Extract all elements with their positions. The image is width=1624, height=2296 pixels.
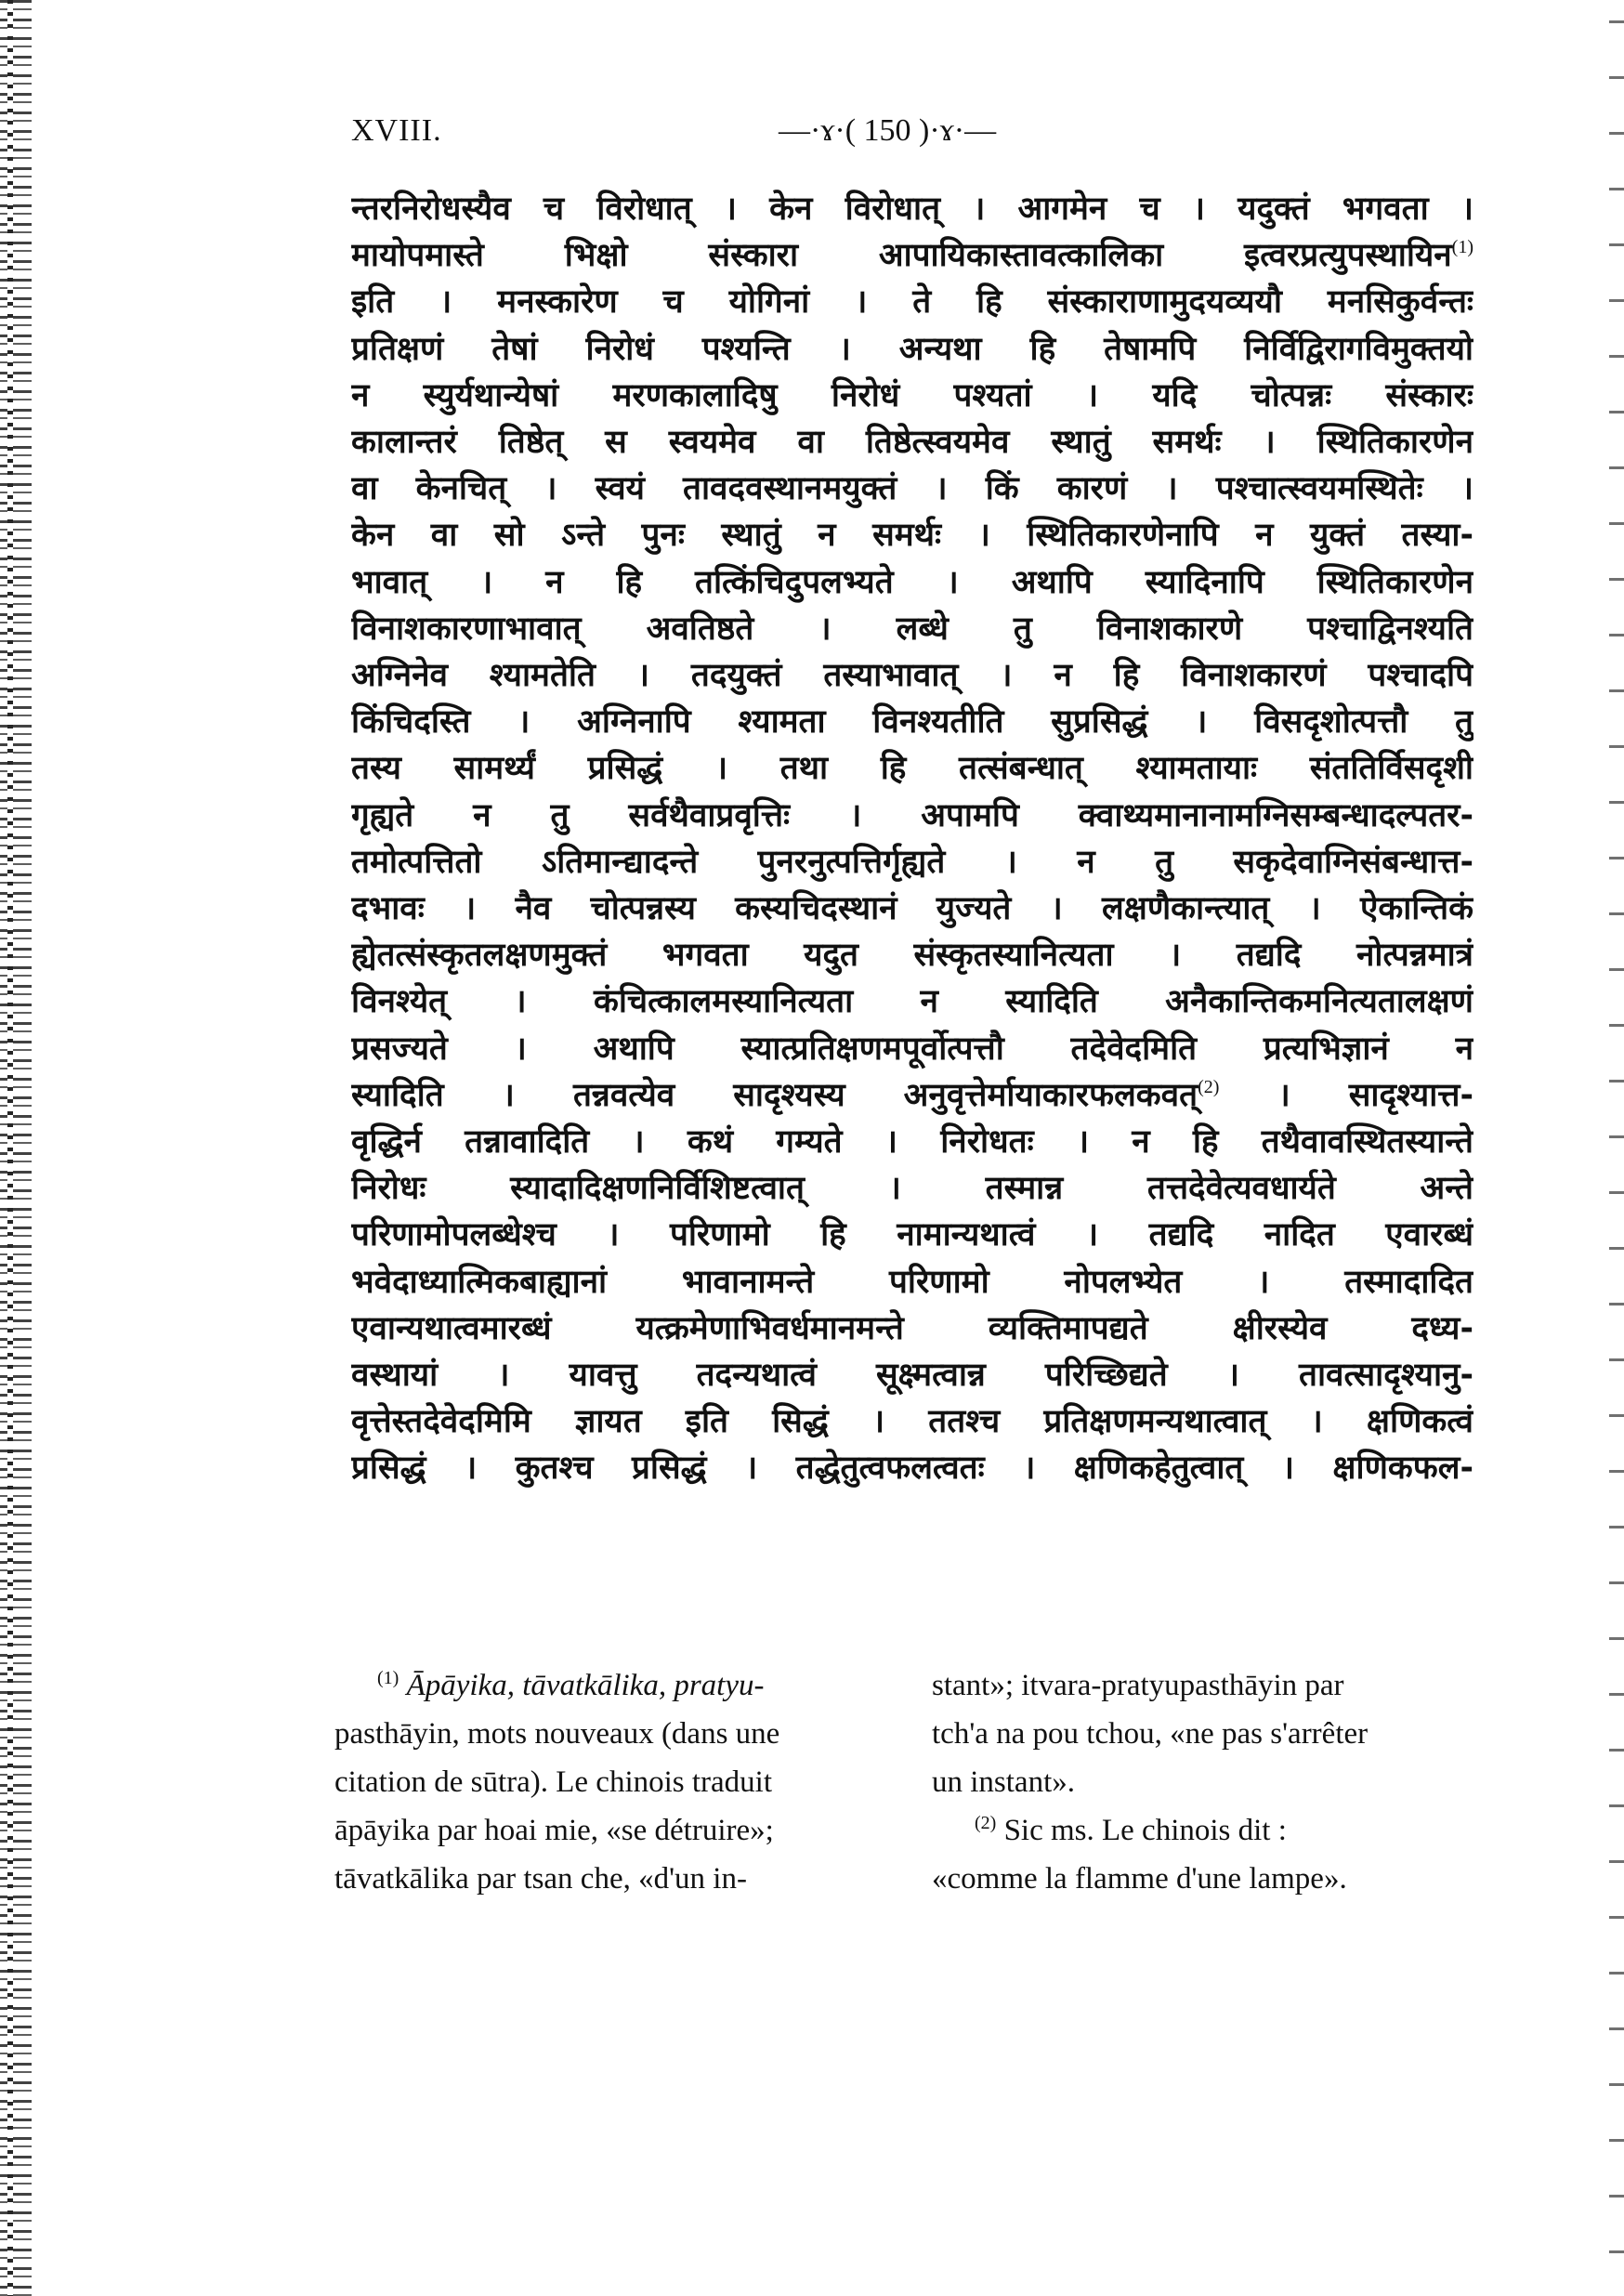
- sanskrit-body: [351, 186, 1473, 1492]
- text-line: वृद्धिर्न तन्नावादिति । कथं गम्यते । निरोधतः । न हि तथैवावस्थितस्यान्ते: [351, 1123, 1473, 1161]
- footnote-line: Āpāyika, tāvatkālika, pratyu-: [406, 1669, 765, 1702]
- text-line: स्यादिति । तन्नवत्येव सादृश्यस्य अनुवृत्तेर्मायाकारफलकवत्$^{(2)}$ । सादृश्यात्त-: [351, 1076, 1473, 1114]
- scan-right-edge: [1609, 0, 1624, 2296]
- footnote-ref-2[interactable]: (2): [1198, 1076, 1220, 1097]
- text-line: एवान्यथात्वमारब्धं यत्क्रमेणाभिवर्धमानमन्ते व्यक्तिमापद्यते क्षीरस्येव दध्य-: [351, 1309, 1473, 1347]
- footnote-2-mark: (2): [975, 1813, 997, 1833]
- text-line: दभावः । नैव चोत्पन्नस्य कस्यचिदस्थानं युज्यते । लक्षणैकान्त्यात् । ऐकान्तिकं: [351, 890, 1473, 928]
- text-line: तमोत्पत्तितो ऽतिमान्द्यादन्ते पुनरनुत्पत्तिर्गृह्यते । न तु सकृदेवाग्निसंबन्धात्त-: [351, 843, 1473, 881]
- footnote-line: pasthāyin, mots nouveaux (dans une: [334, 1717, 780, 1751]
- page-header: [351, 113, 1466, 160]
- text-line: तस्य सामर्थ्यं प्रसिद्धं । तथा हि तत्संबन्धात् श्यामतायाः संततिर्विसदृशी: [351, 750, 1473, 788]
- footnote-1: [334, 1661, 864, 1710]
- text-line: अग्निनेव श्यामतेति । तदयुक्तं तस्याभावात् । न हि विनाशकारणं पश्चादपि: [351, 657, 1473, 695]
- footnote-line: tch'a na pou tchou, «ne pas s'arrêter: [932, 1717, 1369, 1751]
- text-line: निरोधः स्यादादिक्षणनिर्विशिष्टत्वात् । तस्मान्न तत्तदेवेत्यवधार्यते अन्ते: [351, 1170, 1473, 1208]
- footnote-line: āpāyika par hoai mie, «se détruire»;: [334, 1814, 774, 1847]
- page-number: —·ɤ·( 150 )·ɤ·—: [779, 113, 997, 148]
- text-line: प्रतिक्षणं तेषां निरोधं पश्यन्ति । अन्यथा हि तेषामपि निर्विद्विरागविमुक्तयो: [351, 330, 1473, 368]
- footnote-line: citation de sūtra). Le chinois traduit: [334, 1765, 773, 1799]
- footnote-line: «comme la flamme d'une lampe».: [932, 1862, 1347, 1896]
- text-line: कालान्तरं तिष्ठेत् स स्वयमेव वा तिष्ठेत्स्वयमेव स्थातुं समर्थः । स्थितिकारणेन: [351, 424, 1473, 462]
- footnote-column-right: [932, 1661, 1461, 1903]
- footnote-line: stant»; itvara-pratyupasthāyin par: [932, 1669, 1344, 1702]
- footnote-line: un instant».: [932, 1765, 1075, 1799]
- text-line: केन वा सो ऽन्ते पुनः स्थातुं न समर्थः । स्थितिकारणेनापि न युक्तं तस्या-: [351, 517, 1473, 555]
- text-line: वस्थायां । यावत्तु तदन्यथात्वं सूक्ष्मत्वान्न परिच्छिद्यते । तावत्सादृश्यानु-: [351, 1357, 1473, 1395]
- text-line: भवेदाध्यात्मिकबाह्यानां भावानामन्ते परिणामो नोपलभ्येत । तस्मादादित: [351, 1263, 1473, 1301]
- text-line: प्रसिद्धं । कुतश्च प्रसिद्धं । तद्धेतुत्वफलत्वतः । क्षणिकहेतुत्वात् । क्षणिकफल-: [351, 1450, 1473, 1488]
- footnote-1-mark: (1): [377, 1668, 399, 1688]
- text-line: गृह्यते न तु सर्वथैवाप्रवृत्तिः । अपामपि क्वाथ्यमानानामग्निसम्बन्धादल्पतर-: [351, 796, 1473, 834]
- footnote-ref-1[interactable]: (1): [1451, 237, 1473, 258]
- footnote-2: $^{(2)}$ Sic ms. Le chinois dit :: [975, 1813, 1287, 1847]
- text-line: भावात् । न हि तत्किंचिदुपलभ्यते । अथापि स्यादिनापि स्थितिकारणेन: [351, 563, 1473, 601]
- text-line: ह्येतत्संस्कृतलक्षणमुक्तं भगवता यदुत संस्कृतस्यानित्यता । तद्यदि नोत्पन्नमात्रं: [351, 937, 1473, 975]
- text-line: न स्युर्यथान्येषां मरणकालादिषु निरोधं पश्यतां । यदि चोत्पन्नः संस्कारः: [351, 376, 1473, 414]
- footnote-line: tāvatkālika par tsan che, «d'un in-: [334, 1862, 747, 1896]
- text-line: इति । मनस्कारेण च योगिनां । ते हि संस्काराणामुदयव्ययौ मनसिकुर्वन्तः: [351, 283, 1473, 321]
- text-line: प्रसज्यते । अथापि स्यात्प्रतिक्षणमपूर्वोत्पत्तौ तदेवेदमिति प्रत्यभिज्ञानं न: [351, 1030, 1473, 1068]
- text-line: वृत्तेस्तदेवेदमिमि ज्ञायत इति सिद्धं । ततश्च प्रतिक्षणमन्यथात्वात् । क्षणिकत्वं: [351, 1403, 1473, 1441]
- text-line: विनश्येत् । कंचित्कालमस्यानित्यता न स्यादिति अनैकान्तिकमनित्यतालक्षणं: [351, 983, 1473, 1021]
- footnote-column-left: [334, 1661, 864, 1903]
- text-line: किंचिदस्ति । अग्निनापि श्यामता विनश्यतीति सुप्रसिद्धं । विसदृशोत्पत्तौ तु: [351, 703, 1473, 741]
- text-line: मायोपमास्ते भिक्षो संस्कारा आपायिकास्तावत्कालिका इत्वरप्रत्युपस्थायिन$^{(1)}$: [351, 237, 1473, 275]
- running-head: XVIII.: [351, 113, 442, 148]
- text-line: विनाशकारणाभावात् अवतिष्ठते । लब्धे तु विनाशकारणे पश्चाद्विनश्यति: [351, 610, 1473, 648]
- text-line: वा केनचित् । स्वयं तावदवस्थानमयुक्तं । किं कारणं । पश्चात्स्वयमस्थितेः ।: [351, 470, 1473, 508]
- text-line: परिणामोपलब्धेश्च । परिणामो हि नामान्यथात्वं । तद्यदि नादित एवारब्धं: [351, 1216, 1473, 1254]
- text-line: न्तरनिरोधस्यैव च विरोधात् । केन विरोधात् । आगमेन च । यदुक्तं भगवता ।: [351, 190, 1473, 228]
- scan-binding-edge: [0, 0, 32, 2296]
